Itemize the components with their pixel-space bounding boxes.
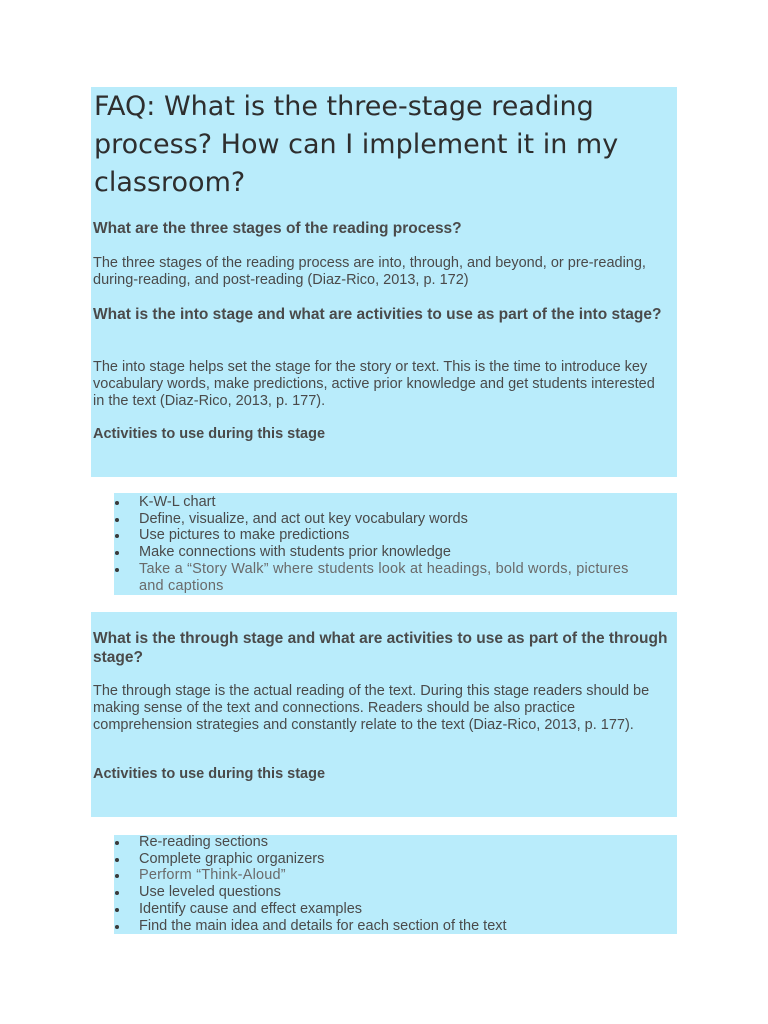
list-item: Make connections with students prior knowledge [114, 544, 654, 561]
answer-through-stage: The through stage is the actual reading of the text. During this stage readers should be making sense of the text and connections. Readers should be also practice comprehension strategies and constantly relate to the text (Diaz-Rico, 2013, p. 177). [93, 683, 650, 733]
list-item: Use leveled questions [114, 884, 654, 901]
bullet-icon [115, 551, 119, 555]
into-activities-heading: Activities to use during this stage [93, 426, 326, 442]
through-activities-list [114, 834, 654, 934]
bullet-icon [115, 501, 119, 505]
bullet-icon [115, 518, 119, 522]
bullet-icon [115, 891, 119, 895]
into-activities-list [114, 494, 654, 594]
list-item: Complete graphic organizers [114, 851, 654, 868]
list-item: Use pictures to make predictions [114, 527, 654, 544]
list-item: Identify cause and effect examples [114, 901, 654, 918]
page-title: FAQ: What is the three-stage reading process? How can I implement it in my classroom? [94, 91, 619, 198]
list-item: Find the main idea and details for each section of the text [114, 918, 654, 935]
question-three-stages: What are the three stages of the reading process? [93, 220, 462, 237]
bullet-icon [115, 841, 119, 845]
list-item: Define, visualize, and act out key vocabulary words [114, 511, 654, 528]
bullet-icon [115, 858, 119, 862]
bullet-icon [115, 908, 119, 912]
list-item: Perform “Think-Aloud” [114, 867, 654, 884]
list-item: Take a “Story Walk” where students look at headings, bold words, pictures and captions [114, 561, 654, 594]
bullet-icon [115, 534, 119, 538]
list-item: Re-reading sections [114, 834, 654, 851]
bullet-icon [115, 568, 119, 572]
question-through-stage: What is the through stage and what are activities to use as part of the through stage? [93, 630, 668, 666]
bullet-icon [115, 874, 119, 878]
through-activities-heading: Activities to use during this stage [93, 766, 326, 782]
bullet-icon [115, 925, 119, 929]
answer-three-stages: The three stages of the reading process are into, through, and beyond, or pre-reading, during-reading, and post-reading (Diaz-Rico, 2013, p. 172) [93, 255, 646, 288]
question-into-stage: What is the into stage and what are activities to use as part of the into stage? [93, 306, 662, 323]
list-item: K-W-L chart [114, 494, 654, 511]
answer-into-stage: The into stage helps set the stage for the story or text. This is the time to introduce key vocabulary words, make predictions, active prior knowledge and get students interested in the text (Diaz-Rico, 2013, p. 177). [93, 359, 655, 409]
